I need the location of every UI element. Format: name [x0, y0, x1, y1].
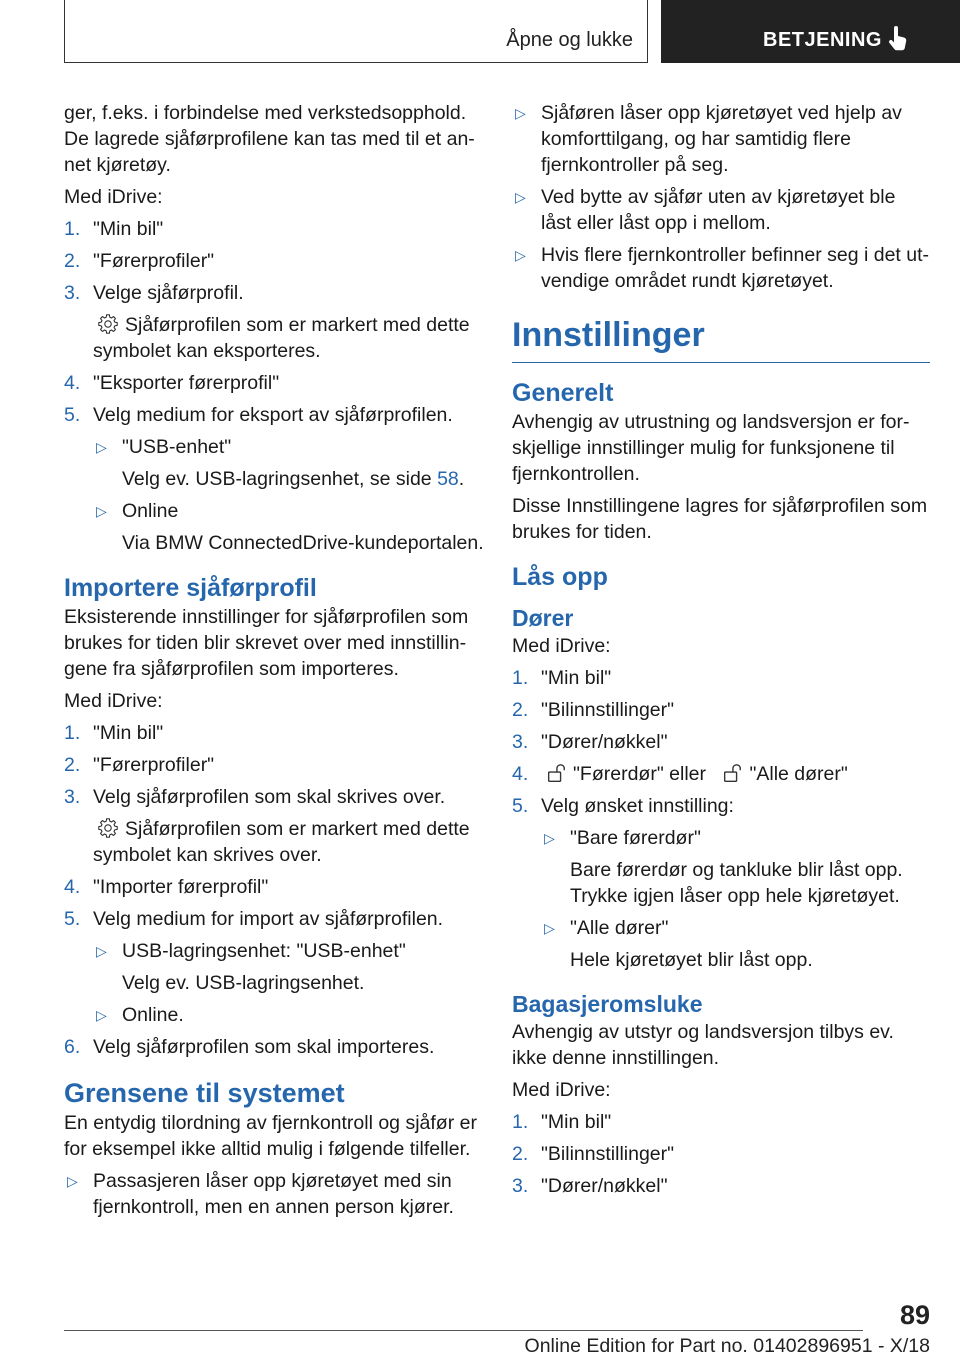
list-item: 1. "Min bil"	[512, 667, 612, 689]
list-item: 3. Velge sjåførprofil. Sjåførprofilen som er markert med dette symbolet kan eksporteres.	[64, 280, 484, 364]
doors-steps	[512, 665, 930, 973]
list-item: 2. "Førerprofiler"	[64, 250, 215, 272]
general-heading: Generelt	[512, 379, 614, 407]
heading-rule	[512, 362, 930, 363]
limits-intro: En entydig tilordning av fjernkontroll og sjåfør er for eksempel ikke alltid mulig i følgende tilfeller.	[64, 1112, 477, 1160]
list-item: 1. "Min bil"	[64, 722, 164, 744]
list-item: ▷ USB-lagringsenhet: "USB-enhet" Velg ev. USB-lagringsenhet.	[96, 940, 406, 994]
limits-heading: Grensene til systemet	[64, 1078, 345, 1108]
gear-icon	[97, 313, 119, 335]
list-item: 4. "Importer førerprofil"	[64, 876, 269, 898]
limits-list	[64, 1168, 484, 1220]
import-options	[93, 938, 484, 1028]
export-steps	[64, 216, 484, 556]
list-item: 6. Velg sjåførprofilen som skal importeres.	[64, 1036, 435, 1058]
import-intro: Eksisterende innstillinger for sjåførprofilen som brukes for tiden blir skrevet over med innstillingene fra sjåførprofilen som importeres.	[64, 606, 469, 680]
with-idrive-label: Med iDrive:	[64, 690, 163, 712]
import-heading: Importere sjåførprofil	[64, 574, 317, 602]
page-number: 89	[899, 1300, 930, 1330]
list-item: 5. Velg medium for eksport av sjåførprofilen. ▷ "USB-enhet" Velg ev. USB-lagringsenhet, se side 58. ▷ Online Via BMW ConnectedDrive-kundeportalen.	[64, 404, 484, 554]
list-item: 3. Velg sjåførprofilen som skal skrives over. Sjåførprofilen som er markert med dette symbolet kan skrives over.	[64, 784, 484, 868]
import-note: Sjåførprofilen som er markert med dette symbolet kan skrives over.	[93, 818, 470, 866]
list-item: ▷ Ved bytte av sjåfør uten av kjøretøyet ble låst eller låst opp i mellom.	[515, 186, 896, 234]
triangle-bullet-icon: ▷	[515, 105, 526, 121]
with-idrive-label: Med iDrive:	[512, 1079, 611, 1101]
triangle-bullet-icon: ▷	[544, 830, 555, 846]
unlock-icon	[545, 762, 567, 784]
triangle-bullet-icon: ▷	[515, 189, 526, 205]
triangle-bullet-icon: ▷	[515, 247, 526, 263]
settings-heading: Innstillinger	[512, 316, 705, 354]
triangle-bullet-icon: ▷	[544, 920, 555, 936]
triangle-bullet-icon: ▷	[96, 503, 107, 519]
list-item: ▷ Online.	[96, 1004, 184, 1026]
unlock-heading: Lås opp	[512, 563, 608, 591]
intro-paragraph: ger, f.eks. i forbindelse med verkstedsopphold. De lagrede sjåførprofilene kan tas med til et annet kjøretøy.	[64, 102, 475, 176]
triangle-bullet-icon: ▷	[96, 439, 107, 455]
list-item: ▷ Sjåføren låser opp kjøretøyet ved hjelp av komforttilgang, og har samtidig flere fjernkontroller på seg.	[515, 102, 902, 176]
import-steps	[64, 720, 484, 1060]
header-section-title: Åpne og lukke	[506, 29, 633, 51]
doors-heading: Dører	[512, 605, 574, 631]
list-item: ▷ Passasjeren låser opp kjøretøyet med sin fjernkontroll, men en annen person kjører.	[67, 1170, 454, 1218]
doors-options	[541, 825, 930, 973]
limits-list-continued	[512, 100, 930, 294]
footer-rule	[64, 1330, 863, 1331]
list-item: ▷ "Bare førerdør" Bare førerdør og tankluke blir låst opp. Trykke igjen låser opp hele kjøretøyet.	[544, 827, 903, 907]
with-idrive-label: Med iDrive:	[64, 186, 163, 208]
footer-edition: Online Edition for Part no. 01402896951 - X/18	[524, 1335, 930, 1357]
list-item: ▷ "Alle dører" Hele kjøretøyet blir låst opp.	[544, 917, 813, 971]
trunk-steps	[512, 1109, 930, 1199]
export-options	[93, 434, 484, 556]
list-item: 3. "Dører/nøkkel"	[512, 1175, 668, 1197]
list-item: 1. "Min bil"	[64, 218, 164, 240]
general-paragraph-2: Disse Innstillingene lagres for sjåførprofilen som brukes for tiden.	[512, 495, 928, 543]
list-item: 2. "Bilinnstillinger"	[512, 1143, 675, 1165]
list-item: 3. "Dører/nøkkel"	[512, 731, 668, 753]
right-column	[512, 100, 930, 1205]
list-item: 4. "Førerdør" eller "Alle dører"	[512, 763, 848, 785]
triangle-bullet-icon: ▷	[67, 1173, 78, 1189]
header-section-tab	[64, 0, 648, 63]
list-item: 5. Velg ønsket innstilling: ▷ "Bare førerdør" Bare førerdør og tankluke blir låst opp. Trykke igjen låser opp hele kjøretøyet. ▷ "Alle dører" Hele kjøretøyet blir låst opp.	[512, 793, 930, 973]
export-note: Sjåførprofilen som er markert med dette symbolet kan eksporteres.	[93, 314, 470, 362]
trunk-intro: Avhengig av utstyr og landsversjon tilbys ev. ikke denne innstillingen.	[512, 1021, 894, 1069]
triangle-bullet-icon: ▷	[96, 943, 107, 959]
list-item: ▷ Hvis flere fjernkontroller befinner seg i det utvendige området rundt kjøretøyet.	[515, 244, 930, 292]
list-item: ▷ "USB-enhet" Velg ev. USB-lagringsenhet, se side 58.	[96, 436, 465, 490]
page-link[interactable]: 58	[437, 468, 459, 490]
general-paragraph-1: Avhengig av utrustning og landsversjon er forskjellige innstillinger mulig for funksjonene til fjernkontrollen.	[512, 411, 910, 485]
unlock-icon	[721, 762, 743, 784]
triangle-bullet-icon: ▷	[96, 1007, 107, 1023]
left-column	[64, 100, 484, 1226]
header-chapter-tab	[661, 0, 960, 63]
list-item: 4. "Eksporter førerprofil"	[64, 372, 280, 394]
list-item: 2. "Bilinnstillinger"	[512, 699, 675, 721]
list-item: 5. Velg medium for import av sjåførprofilen. ▷ USB-lagringsenhet: "USB-enhet" Velg ev. USB-lagringsenhet. ▷ Online.	[64, 906, 484, 1028]
list-item: 2. "Førerprofiler"	[64, 754, 215, 776]
with-idrive-label: Med iDrive:	[512, 635, 611, 657]
header-chapter-title: BETJENING	[763, 29, 882, 51]
hand-pointer-icon	[887, 26, 909, 52]
gear-icon	[97, 817, 119, 839]
trunk-heading: Bagasjeromsluke	[512, 991, 703, 1017]
list-item: 1. "Min bil"	[512, 1111, 612, 1133]
list-item: ▷ Online Via BMW ConnectedDrive-kundeportalen.	[96, 500, 484, 554]
